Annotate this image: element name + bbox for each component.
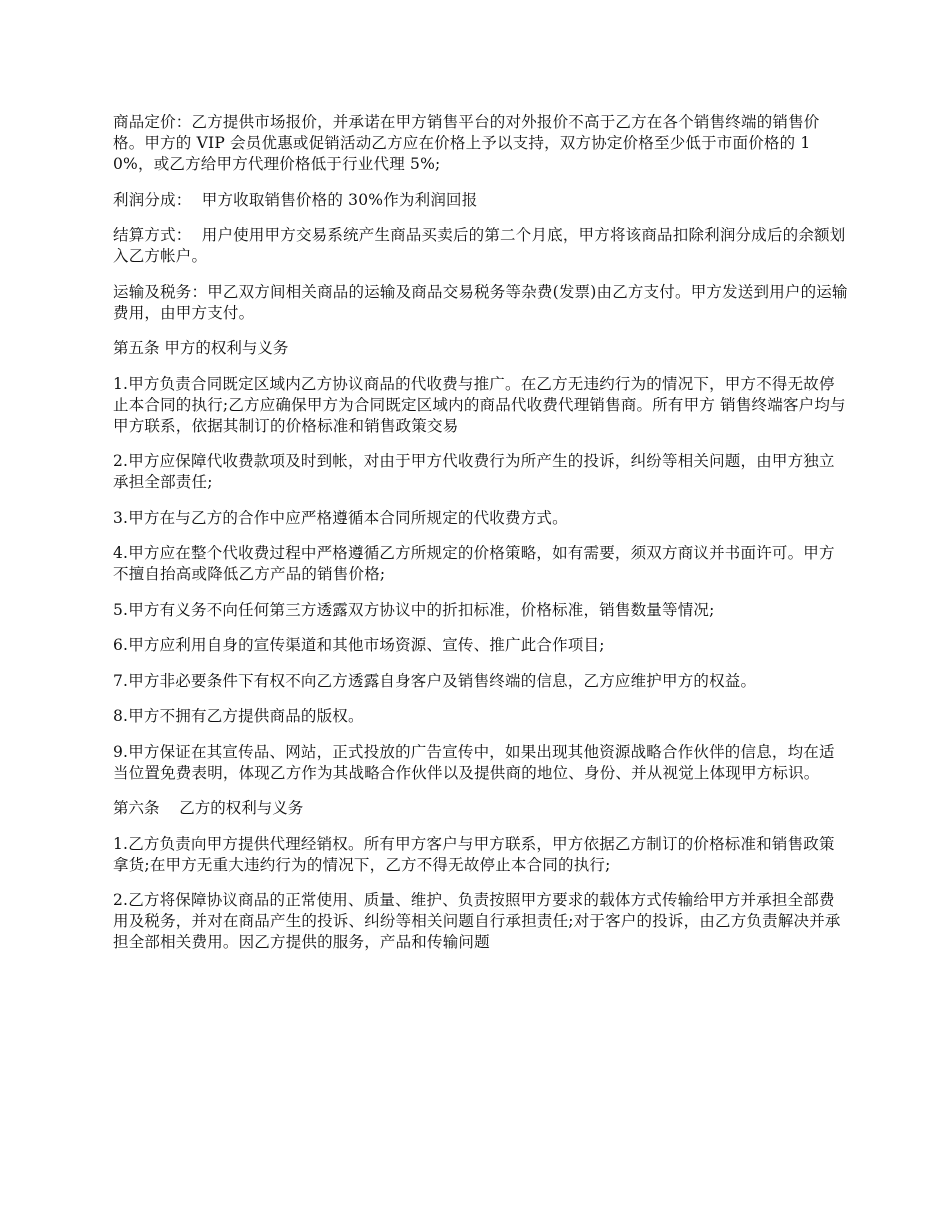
article-5-item-7: 7.甲方非必要条件下有权不向乙方透露自身客户及销售终端的信息，乙方应维护甲方的权益。	[113, 671, 757, 690]
article-5-item-3: 3.甲方在与乙方的合作中应严格遵循本合同所规定的代收费方式。	[113, 508, 568, 527]
article-5-item-5: 5.甲方有义务不向任何第三方透露双方协议中的折扣标准，价格标准，销售数量等情况;	[113, 600, 715, 619]
article-5-item-9: 9.甲方保证在其宣传品、网站，正式投放的广告宣传中，如果出现其他资源战略合作伙伴的信息，均在适当位置免费表明，体现乙方作为其战略合作伙伴以及提供商的地位、身份、并从视觉上体现甲方标识。	[113, 742, 835, 782]
article-6-item-2: 2.乙方将保障协议商品的正常使用、质量、维护、负责按照甲方要求的载体方式传输给甲方并承担全部费用及税务，并对在商品产生的投诉、纠纷等相关问题自行承担责任;对于客户的投诉，由乙方负责解决并承担全部相关费用。因乙方提供的服务，产品和传输问题	[113, 891, 841, 951]
profit-share-clause: 利润分成： 甲方收取销售价格的 30%作为利润回报	[113, 190, 478, 209]
article-5-heading: 第五条 甲方的权利与义务	[113, 339, 289, 357]
article-6-item-1: 1.乙方负责向甲方提供代理经销权。所有甲方客户与甲方联系，甲方依据乙方制订的价格标准和销售政策拿货;在甲方无重大违约行为的情况下，乙方不得无故停止本合同的执行;	[113, 834, 835, 874]
article-5-item-4: 4.甲方应在整个代收费过程中严格遵循乙方所规定的价格策略，如有需要，须双方商议并书面许可。甲方不擅自抬高或降低乙方产品的销售价格;	[113, 544, 835, 583]
article-5-item-1: 1.甲方负责合同既定区域内乙方协议商品的代收费与推广。在乙方无违约行为的情况下，甲方不得无故停止本合同的执行;乙方应确保甲方为合同既定区域内的商品代收费代理销售商。所有甲方 销售终端客户均与甲方联系，依据其制订的价格标准和销售政策交易	[113, 374, 846, 435]
settlement-clause: 结算方式： 用户使用甲方交易系统产生商品买卖后的第二个月底，甲方将该商品扣除利润分成后的余额划入乙方帐户。	[113, 226, 846, 265]
pricing-clause: 商品定价：乙方提供市场报价，并承诺在甲方销售平台的对外报价不高于乙方在各个销售终端的销售价格。甲方的 VIP 会员优惠或促销活动乙方应在价格上予以支持，双方协定价格至少低于市面价格的 10%，或乙方给甲方代理价格低于行业代理 5%;	[113, 113, 820, 173]
article-5-item-8: 8.甲方不拥有乙方提供商品的版权。	[113, 707, 364, 725]
article-6-heading: 第六条 乙方的权利与义务	[113, 799, 304, 817]
article-5-item-6: 6.甲方应利用自身的宣传渠道和其他市场资源、宣传、推广此合作项目;	[113, 636, 605, 654]
document-page	[113, 112, 848, 968]
transport-tax-clause: 运输及税务：甲乙双方间相关商品的运输及商品交易税务等杂费(发票)由乙方支付。甲方发送到用户的运输费用，由甲方支付。	[113, 282, 848, 322]
article-5-item-2: 2.甲方应保障代收费款项及时到帐，对由于甲方代收费行为所产生的投诉，纠纷等相关问题，由甲方独立承担全部责任;	[113, 452, 835, 491]
